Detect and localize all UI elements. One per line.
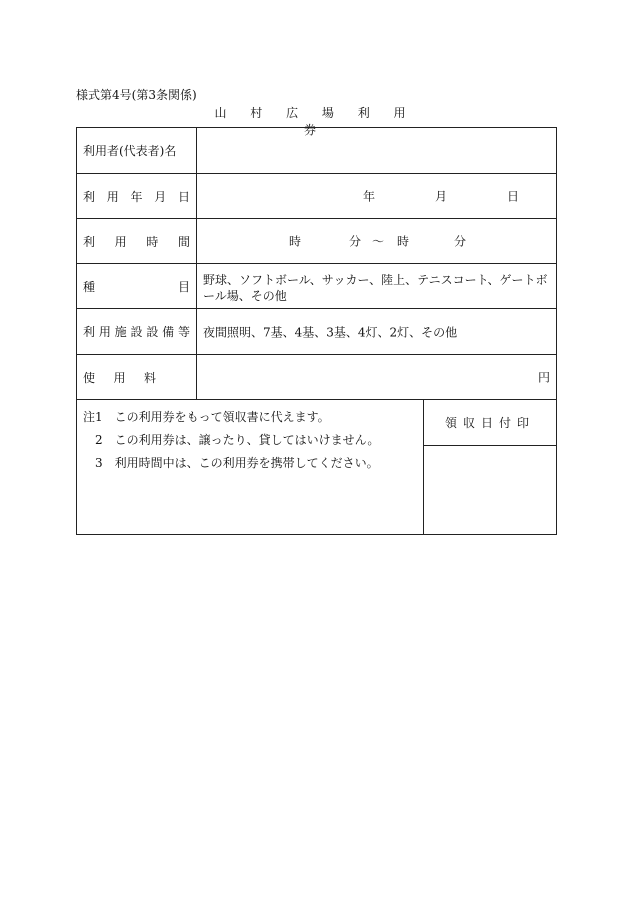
label-char: 備 (162, 325, 175, 339)
usage-ticket-table (76, 127, 557, 535)
start-minute-unit: 分 (349, 234, 362, 249)
label-char: 利 (83, 325, 96, 339)
label-char: 等 (177, 325, 190, 339)
usage-time-field[interactable] (197, 219, 556, 263)
facility-equipment-field[interactable] (197, 309, 556, 354)
label-char: 料 (143, 370, 156, 385)
note-line: 3 利用時間中は、この利用券を携帯してください。 (83, 456, 379, 470)
receipt-stamp-section (424, 400, 556, 534)
label-char: 時 (146, 234, 159, 249)
day-unit: 日 (507, 189, 520, 204)
label-activity-type (77, 264, 197, 308)
label-user-name-text: 利用者(代表者)名 (83, 144, 177, 158)
start-hour-unit: 時 (289, 234, 302, 249)
label-char: 使 (83, 370, 96, 385)
label-usage-date (77, 174, 197, 218)
activity-type-field[interactable] (197, 264, 556, 308)
label-char: 利 (83, 189, 96, 204)
year-unit: 年 (363, 189, 376, 204)
label-char: 設 (146, 325, 159, 339)
label-char: 用 (113, 370, 126, 385)
label-char: 年 (130, 189, 143, 204)
facility-options-text: 夜間照明、7基、4基、3基、4灯、2灯、その他 (203, 325, 458, 339)
label-facility-equipment (77, 309, 197, 354)
end-minute-unit: 分 (454, 234, 467, 249)
usage-fee-field[interactable] (197, 355, 556, 399)
form-title: 山 村 広 場 利 用 券 (214, 106, 416, 137)
row-usage-time (77, 219, 556, 264)
time-range-tilde: ～ (372, 234, 385, 249)
label-char: 設 (130, 325, 143, 339)
label-user-name (77, 128, 197, 173)
label-char: 用 (98, 325, 111, 339)
note-line: 2 この利用券は、譲ったり、貸してはいけません。 (83, 433, 380, 447)
row-user-name (77, 128, 556, 174)
label-char: 目 (177, 279, 190, 294)
row-usage-date (77, 174, 556, 219)
notes-section (77, 400, 424, 534)
label-char: 用 (106, 189, 119, 204)
user-name-field[interactable] (197, 128, 556, 173)
activity-options-text: 野球、ソフトボール、サッカー、陸上、テニスコート、ゲートボール場、その他 (203, 273, 548, 303)
label-usage-fee (77, 355, 197, 399)
label-char: 利 (83, 234, 96, 249)
row-facility-equipment (77, 309, 556, 355)
label-char: 種 (83, 279, 96, 294)
usage-date-field[interactable] (197, 174, 556, 218)
row-usage-fee (77, 355, 556, 400)
month-unit: 月 (435, 189, 448, 204)
receipt-stamp-label: 領収日付印 (424, 400, 556, 446)
label-char: 月 (154, 189, 167, 204)
label-usage-time (77, 219, 197, 263)
yen-unit: 円 (537, 370, 550, 385)
note-line: 注1 この利用券をもって領収書に代えます。 (83, 410, 330, 424)
row-activity-type (77, 264, 556, 309)
label-char: 施 (114, 325, 127, 339)
label-char: 間 (177, 234, 190, 249)
end-hour-unit: 時 (397, 234, 410, 249)
label-char: 用 (114, 234, 127, 249)
receipt-stamp-box[interactable] (424, 446, 556, 534)
label-char: 日 (177, 189, 190, 204)
form-number: 様式第4号(第3条関係) (76, 88, 197, 102)
